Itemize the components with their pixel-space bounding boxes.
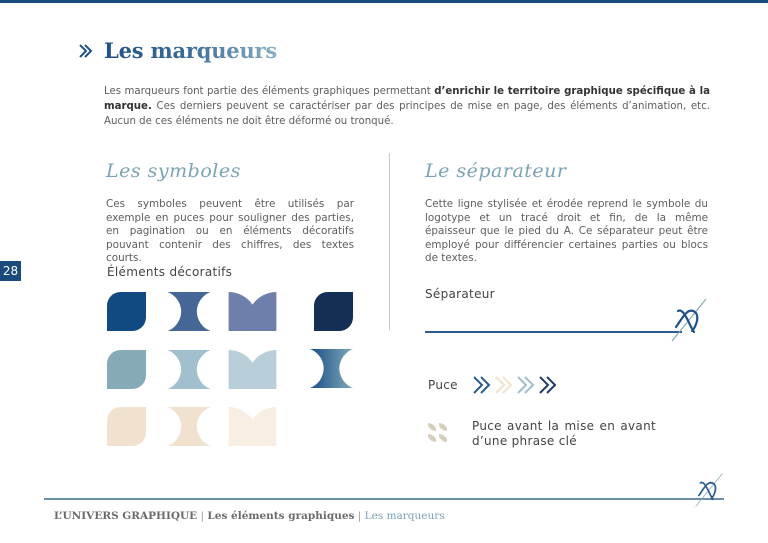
chevron-bullet-icon	[538, 376, 560, 394]
logo-symbol-icon	[668, 297, 710, 343]
chevron-bullet-icon	[472, 376, 494, 394]
separator-heading: Le séparateur	[425, 160, 567, 182]
decorative-elements-label: Éléments décoratifs	[107, 265, 233, 279]
top-accent-bar	[0, 0, 768, 3]
chevron-bullet-icon	[516, 376, 538, 394]
hourglass-shape-icon	[167, 407, 211, 446]
footer-separator-line	[44, 498, 724, 500]
leaf-shape-dark-icon	[314, 292, 353, 331]
intro-text: Les marqueurs font partie des éléments graphiques permettant	[104, 86, 435, 97]
m-shape-icon	[228, 292, 277, 331]
intro-paragraph	[104, 84, 710, 129]
page-title: Les marqueurs	[104, 38, 278, 63]
breadcrumb-part-1: L’UNIVERS GRAPHIQUE	[54, 510, 198, 522]
hourglass-shape-icon	[167, 350, 211, 389]
symbols-description: Ces symboles peuvent être utilisés par exemple en puces pour souligner des parties, en pagination ou en éléments décoratifs pouvant contenir des chiffres, des textes courts.	[106, 198, 354, 265]
intro-text-end: Ces derniers peuvent se caractériser par des principes de mise en page, des éléments d’animation, etc. Aucun de ces éléments ne doit être déformé ou tronqué.	[104, 101, 710, 127]
page-header	[78, 38, 277, 63]
page-number: 28	[0, 261, 21, 281]
footer-breadcrumb	[54, 510, 445, 522]
leaf-shape-icon	[107, 350, 146, 389]
footer-logo-symbol-icon	[692, 472, 726, 508]
hourglass-shape-icon	[167, 292, 211, 331]
chevron-bullet-icon	[494, 376, 516, 394]
bullet-label: Puce	[428, 378, 458, 392]
bullet-chevrons	[472, 376, 560, 394]
symbols-heading: Les symboles	[106, 160, 241, 182]
key-phrase-text: Puce avant la mise en avant d’une phrase clé	[472, 419, 656, 448]
quad-petal-icon	[427, 422, 449, 444]
double-chevron-right-icon	[78, 43, 94, 59]
breadcrumb-divider: |	[197, 510, 208, 522]
breadcrumb-divider: |	[354, 510, 365, 522]
intro-emphasis: d’enrichir le territoire graphique spécifique à la marque.	[104, 86, 711, 112]
breadcrumb-current: Les marqueurs	[364, 510, 445, 522]
m-shape-icon	[228, 350, 277, 389]
breadcrumb-part-2: Les éléments graphiques	[207, 510, 355, 522]
column-divider	[389, 153, 390, 330]
separator-line	[425, 331, 682, 333]
hourglass-gradient-shape-icon	[309, 349, 354, 388]
separator-description: Cette ligne stylisée et érodée reprend le symbole du logotype et un tracé droit et fin, de la même épaisseur que le pied du A. Ce séparateur peut être employé pour différencier certaines parties ou blocs de textes.	[425, 198, 708, 265]
separator-label: Séparateur	[425, 287, 495, 301]
leaf-shape-icon	[107, 407, 146, 446]
leaf-shape-icon	[107, 292, 146, 331]
m-shape-icon	[228, 407, 277, 446]
